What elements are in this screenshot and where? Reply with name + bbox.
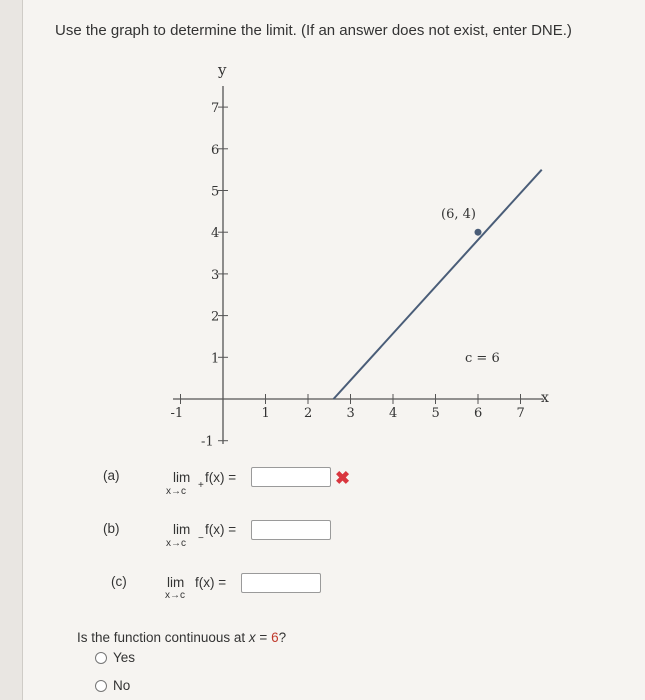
question-text: Is the function continuous at — [77, 630, 246, 645]
part-a-label: (a) — [103, 468, 120, 483]
option-yes-label: Yes — [113, 650, 136, 665]
part-a-lim: lim — [173, 470, 191, 485]
instructions: Use the graph to determine the limit. (If an answer does not exist, enter DNE.) — [55, 22, 572, 39]
part-c-answer-input[interactable] — [241, 573, 321, 593]
part-a-incorrect-icon: ✖ — [335, 468, 351, 488]
y-axis-label: y — [218, 61, 227, 79]
question-equals: = — [259, 630, 268, 645]
y-tick-label: 2 — [211, 309, 220, 325]
y-tick-label: 1 — [211, 351, 220, 367]
part-c-label: (c) — [111, 574, 127, 589]
y-tick-label: 5 — [211, 184, 220, 200]
x-tick-label: 6 — [474, 406, 483, 421]
question-var: x — [248, 630, 256, 645]
part-a-sub: x→c — [166, 486, 186, 497]
y-tick-label: 6 — [211, 142, 220, 158]
x-tick-label: 4 — [389, 406, 398, 421]
y-tick-label: 7 — [211, 101, 220, 117]
x-tick-label: 3 — [346, 406, 355, 421]
part-c-lim: lim — [167, 575, 185, 590]
radio-yes[interactable] — [95, 652, 107, 664]
part-b-lim: lim — [173, 522, 191, 537]
c-label: c = 6 — [465, 351, 500, 366]
y-tick-label: -1 — [201, 434, 214, 450]
part-b-func: f(x) = — [205, 522, 237, 537]
part-b-label: (b) — [103, 521, 120, 536]
option-yes[interactable] — [95, 650, 135, 665]
option-no[interactable] — [95, 678, 130, 693]
y-tick-label: 4 — [211, 226, 220, 242]
x-tick-label: 2 — [304, 406, 313, 421]
point-label: (6, 4) — [441, 207, 476, 222]
x-axis-label: x — [541, 390, 549, 406]
question-value: 6 — [271, 630, 279, 645]
x-tick-label: -1 — [170, 406, 184, 421]
problem-card — [22, 0, 645, 700]
part-a-sup: + — [198, 480, 204, 491]
continuity-question — [77, 630, 286, 645]
function-point — [475, 229, 482, 236]
x-tick-label: 5 — [431, 406, 440, 421]
x-tick-label: 1 — [261, 406, 270, 421]
part-b-sup: − — [198, 533, 204, 544]
graph — [23, 0, 645, 460]
part-b-answer-input[interactable] — [251, 520, 331, 540]
part-c-func: f(x) = — [195, 575, 227, 590]
function-line — [334, 170, 542, 399]
part-a-func: f(x) = — [205, 470, 237, 485]
x-tick-label: 7 — [516, 406, 525, 421]
part-a-answer-input[interactable] — [251, 467, 331, 487]
option-no-label: No — [113, 678, 131, 693]
part-c-sub: x→c — [165, 590, 185, 601]
y-tick-label: 3 — [211, 267, 220, 283]
radio-no[interactable] — [95, 680, 107, 692]
y-ticks — [201, 101, 228, 450]
question-suffix: ? — [278, 630, 287, 645]
part-b-sub: x→c — [166, 538, 186, 549]
